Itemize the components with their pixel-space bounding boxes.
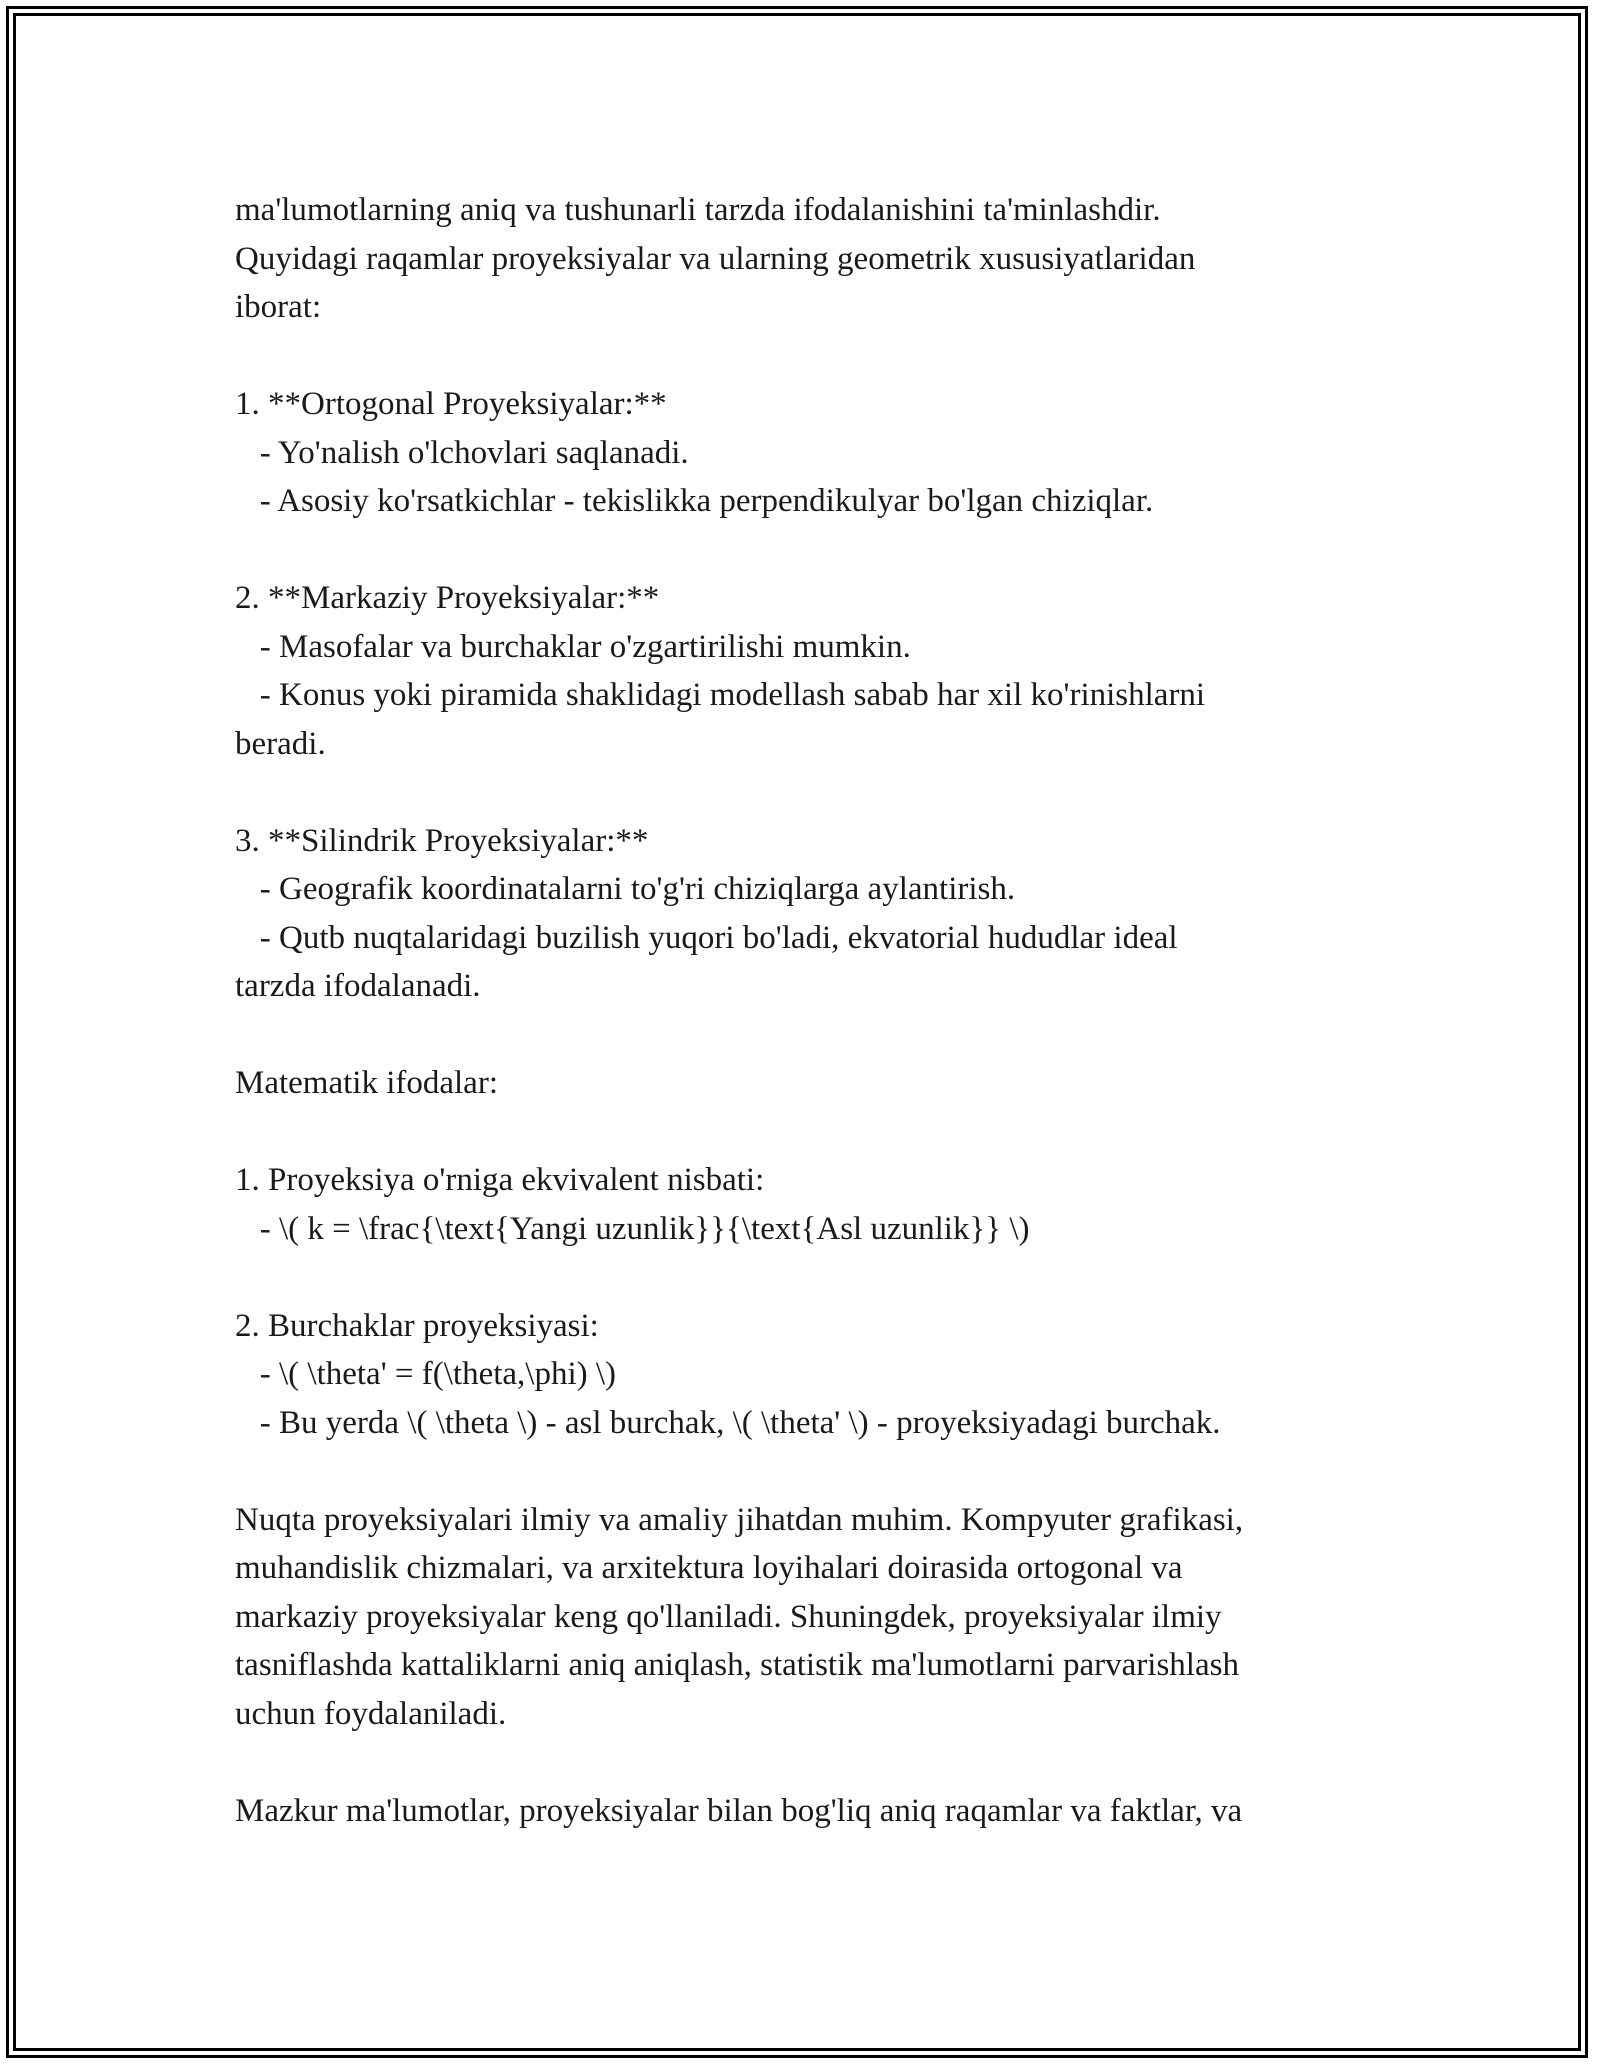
text-line: Quyidagi raqamlar proyeksiyalar va ularning geometrik xususiyatlaridan xyxy=(235,240,1196,277)
blank-line xyxy=(235,1738,1415,1787)
text-line: uchun foydalaniladi. xyxy=(235,1695,507,1732)
text-line: ma'lumotlarning aniq va tushunarli tarzda ifodalanishini ta'minlashdir. xyxy=(235,192,1161,228)
text-line: Nuqta proyeksiyalari ilmiy va amaliy jihatdan muhim. Kompyuter grafikasi, xyxy=(235,1501,1244,1538)
blank-line xyxy=(235,768,1415,817)
text-line: Mazkur ma'lumotlar, proyeksiyalar bilan bog'liq aniq raqamlar va faktlar, va xyxy=(235,1792,1243,1829)
blank-line xyxy=(235,526,1415,575)
formula-heading: 2. Burchaklar proyeksiyasi: xyxy=(235,1307,599,1344)
list-item: - Asosiy ko'rsatkichlar - tekislikka perpendikulyar bo'lgan chiziqlar. xyxy=(235,483,1154,519)
text-line: tarzda ifodalanadi. xyxy=(235,968,481,1004)
list-item: - Qutb nuqtalaridagi buzilish yuqori bo'ladi, ekvatorial hududlar ideal xyxy=(235,919,1178,956)
blank-line xyxy=(235,1253,1415,1302)
blank-line xyxy=(235,1011,1415,1060)
list-item: - Geografik koordinatalarni to'g'ri chiziqlarga aylantirish. xyxy=(235,871,1016,907)
text-line: markaziy proyeksiyalar keng qo'llaniladi. Shuningdek, proyeksiyalar ilmiy xyxy=(235,1598,1222,1635)
text-line: beradi. xyxy=(235,725,326,762)
blank-line xyxy=(235,1447,1415,1496)
list-item: - Konus yoki piramida shaklidagi modellash sabab har xil ko'rinishlarni xyxy=(235,677,1206,713)
document-body xyxy=(235,186,1415,1835)
formula-line: - \( \theta' = f(\theta,\phi) \) xyxy=(235,1356,617,1392)
formula-line: - Bu yerda \( \theta \) - asl burchak, \( \theta' \) - proyeksiyadagi burchak. xyxy=(235,1404,1221,1441)
list-item: - Masofalar va burchaklar o'zgartirilishi mumkin. xyxy=(235,628,911,665)
blank-line xyxy=(235,332,1415,381)
section-heading: 1. **Ortogonal Proyeksiyalar:** xyxy=(235,386,667,422)
section-heading: Matematik ifodalar: xyxy=(235,1065,498,1101)
list-item: - Yo'nalish o'lchovlari saqlanadi. xyxy=(235,434,689,471)
text-line: tasniflashda kattaliklarni aniq aniqlash, statistik ma'lumotlarni parvarishlash xyxy=(235,1647,1239,1683)
section-heading: 2. **Markaziy Proyeksiyalar:** xyxy=(235,580,660,616)
text-line: iborat: xyxy=(235,289,322,325)
formula-heading: 1. Proyeksiya o'rniga ekvivalent nisbati: xyxy=(235,1162,765,1198)
formula-line: - \( k = \frac{\text{Yangi uzunlik}}{\text{Asl uzunlik}} \) xyxy=(235,1210,1030,1247)
text-line: muhandislik chizmalari, va arxitektura loyihalari doirasida ortogonal va xyxy=(235,1550,1183,1586)
blank-line xyxy=(235,1108,1415,1157)
section-heading: 3. **Silindrik Proyeksiyalar:** xyxy=(235,822,649,859)
